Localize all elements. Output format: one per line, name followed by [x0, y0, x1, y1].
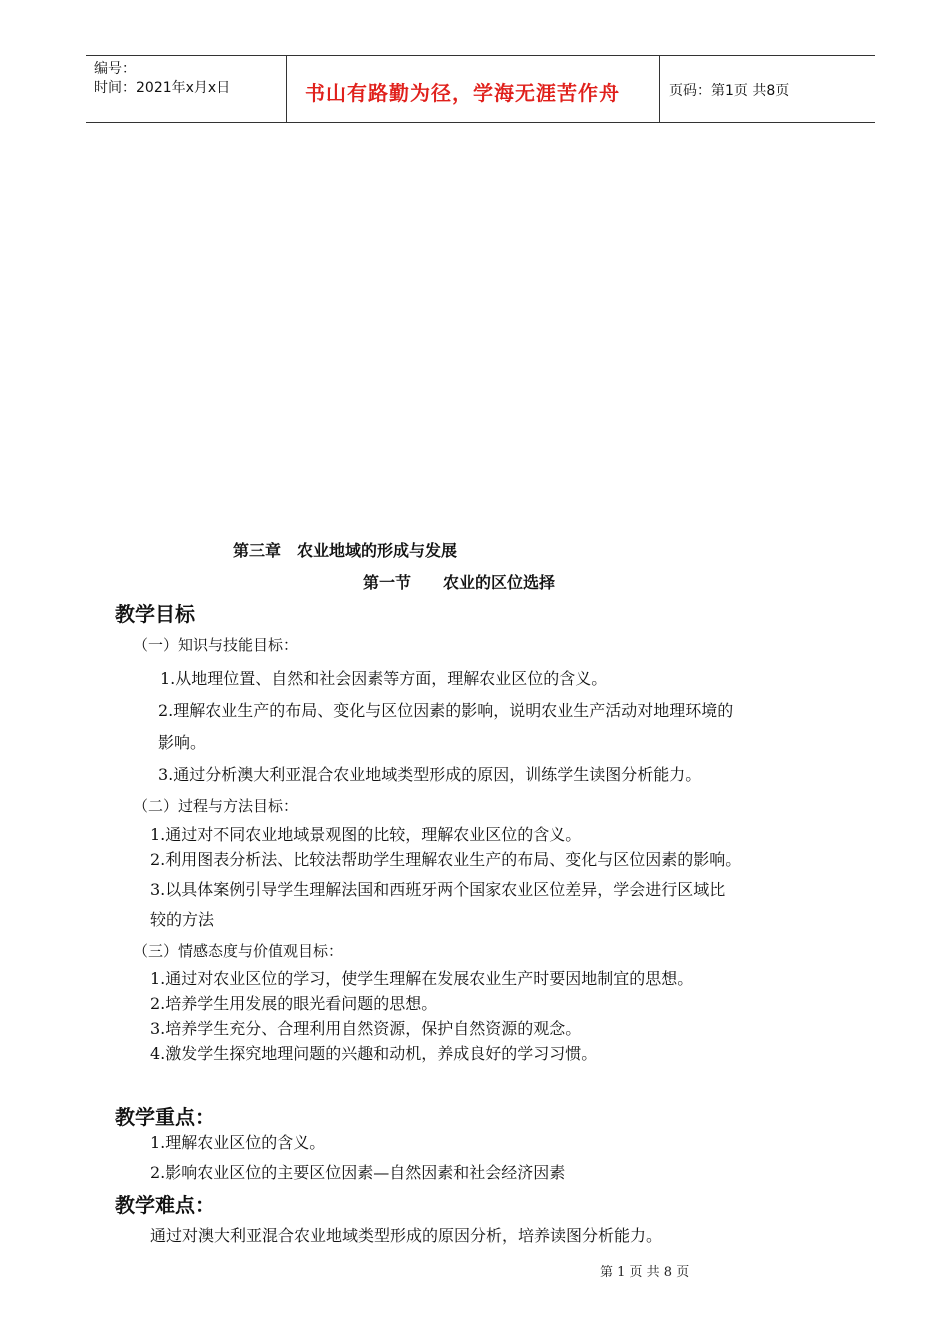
difficulties-heading: 教学难点： — [115, 1193, 215, 1217]
objectives-group1-item1: 1.从地理位置、自然和社会因素等方面，理解农业区位的含义。 — [160, 669, 608, 688]
section-title: 第一节 农业的区位选择 — [363, 573, 556, 592]
key-points-item2: 2.影响农业区位的主要区位因素—自然因素和社会经济因素 — [150, 1163, 566, 1182]
key-points-heading: 教学重点： — [115, 1105, 215, 1129]
objectives-group3-item3: 3.培养学生充分、合理利用自然资源，保护自然资源的观念。 — [150, 1019, 582, 1038]
header-number-label: 编号： — [94, 61, 136, 77]
header-divider-left — [286, 56, 287, 123]
header-time-label: 时间：2021年x月x日 — [94, 80, 231, 96]
header-bottom-rule — [86, 122, 875, 123]
objectives-group2-item1: 1.通过对不同农业地域景观图的比较，理解农业区位的含义。 — [150, 825, 582, 844]
objectives-group1-title: （一）知识与技能目标： — [133, 636, 299, 654]
objectives-group1-item2-line2: 影响。 — [158, 733, 207, 752]
chapter-title: 第三章 农业地域的形成与发展 — [233, 541, 458, 560]
objectives-group3-item4: 4.激发学生探究地理问题的兴趣和动机，养成良好的学习习惯。 — [150, 1044, 598, 1063]
objectives-group2-title: （二）过程与方法目标： — [133, 797, 299, 815]
difficulties-item1: 通过对澳大利亚混合农业地域类型形成的原因分析，培养读图分析能力。 — [150, 1226, 663, 1245]
objectives-group1-item3: 3.通过分析澳大利亚混合农业地域类型形成的原因，训练学生读图分析能力。 — [158, 765, 702, 784]
objectives-group3-title: （三）情感态度与价值观目标： — [133, 942, 344, 960]
objectives-group2-item2: 2.利用图表分析法、比较法帮助学生理解农业生产的布局、变化与区位因素的影响。 — [150, 850, 742, 869]
objectives-group2-item3-line1: 3.以具体案例引导学生理解法国和西班牙两个国家农业区位差异，学会进行区域比 — [150, 880, 726, 899]
header-page-label: 页码：第1页 共8页 — [669, 83, 790, 99]
objectives-group1-item2-line1: 2.理解农业生产的布局、变化与区位因素的影响，说明农业生产活动对地理环境的 — [158, 701, 734, 720]
header-top-rule — [86, 55, 875, 56]
header-divider-right — [659, 56, 660, 123]
page-footer: 第 1 页 共 8 页 — [600, 1265, 690, 1280]
objectives-group2-item3-line2: 较的方法 — [150, 910, 215, 929]
objectives-group3-item2: 2.培养学生用发展的眼光看问题的思想。 — [150, 994, 438, 1013]
objectives-group3-item1: 1.通过对农业区位的学习，使学生理解在发展农业生产时要因地制宜的思想。 — [150, 969, 694, 988]
header-motto: 书山有路勤为径，学海无涯苦作舟 — [305, 81, 620, 105]
key-points-item1: 1.理解农业区位的含义。 — [150, 1133, 326, 1152]
objectives-heading: 教学目标 — [115, 602, 195, 626]
